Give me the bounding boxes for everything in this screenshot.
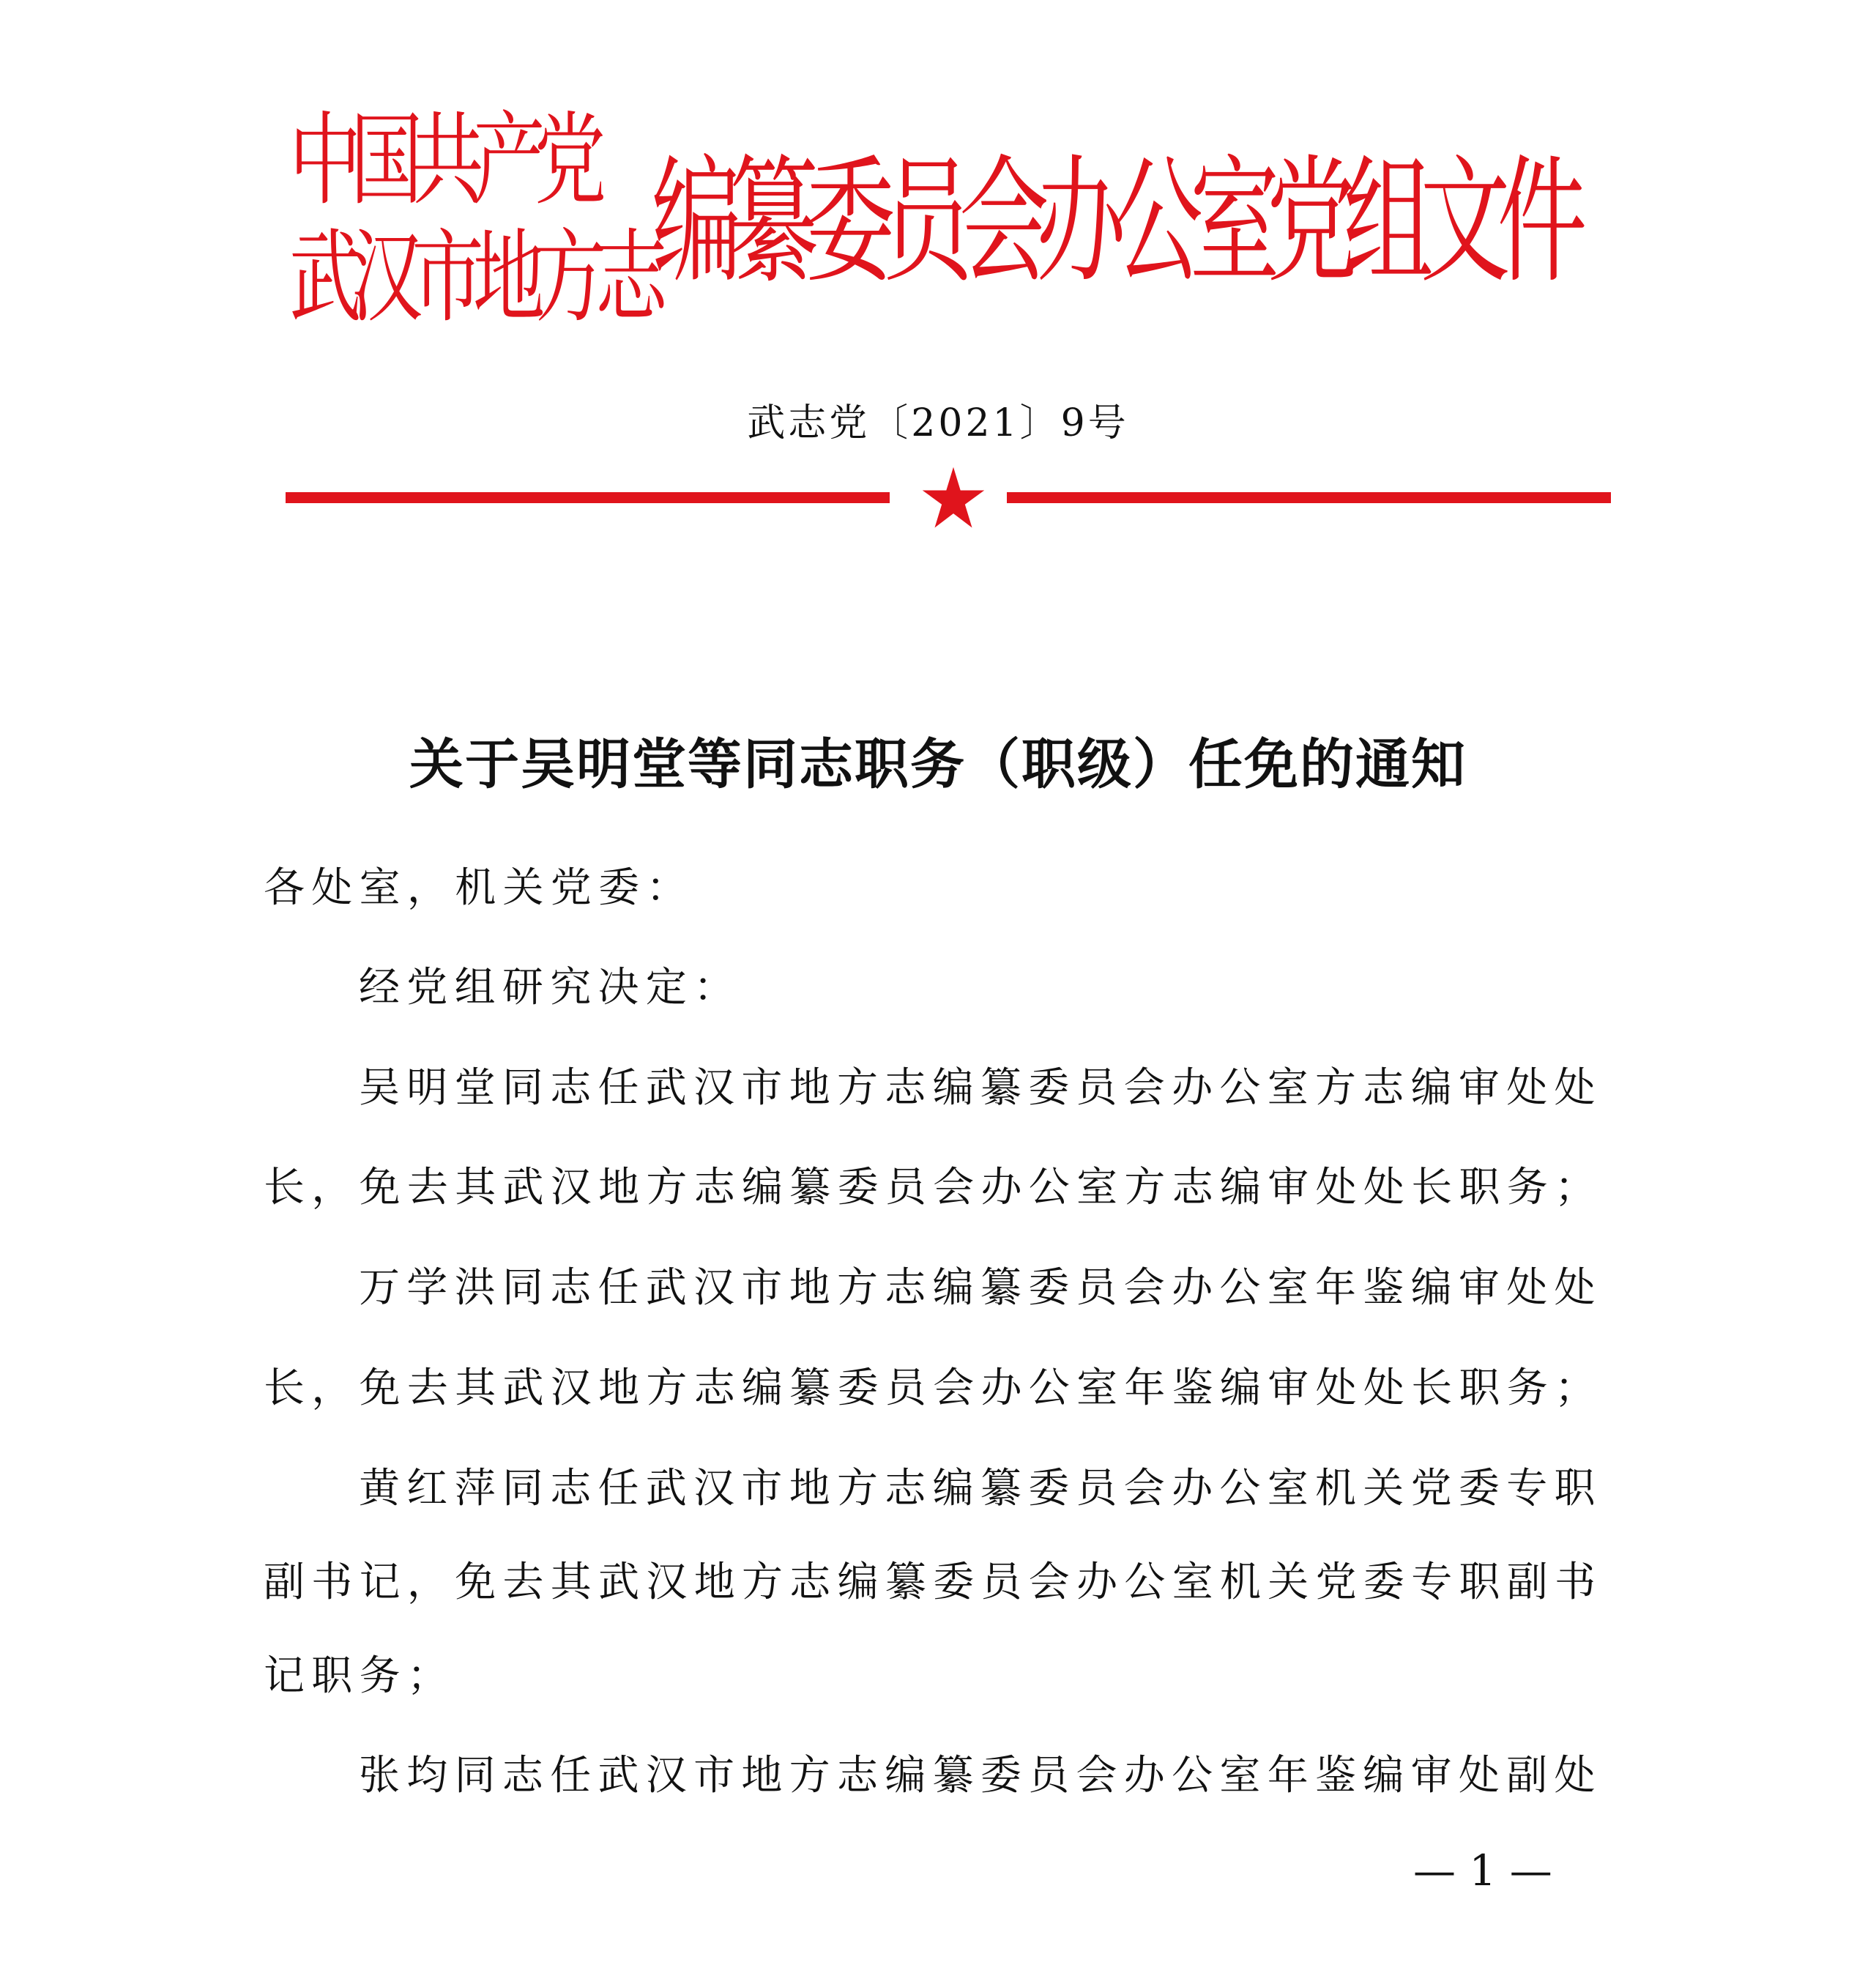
paragraph-line: 黄红萍同志任武汉市地方志编纂委员会办公室机关党委专职: [359, 1465, 1602, 1512]
page-number: — 1 —: [1413, 1846, 1552, 1895]
red-star-icon: [921, 466, 986, 530]
salutation: 各处室，机关党委：: [264, 864, 694, 912]
paragraph-line: 张均同志任武汉市地方志编纂委员会办公室年鉴编审处副处: [359, 1752, 1602, 1799]
document-number: 武志党〔2021〕9号: [747, 401, 1129, 445]
paragraph-line: 长，免去其武汉地方志编纂委员会办公室方志编审处处长职务；: [264, 1164, 1603, 1211]
paragraph-line: 吴明堂同志任武汉市地方志编纂委员会办公室方志编审处处: [359, 1064, 1602, 1112]
red-divider-right: [1007, 492, 1611, 503]
document-title: 关于吴明堂等同志职务（职级）任免的通知: [409, 733, 1467, 796]
org-name-line2: 武汉市地方志: [289, 220, 657, 337]
paragraph-line: 记职务；: [264, 1652, 455, 1700]
org-name-main: 编纂委员会办公室党组文件: [652, 143, 1574, 302]
paragraph-line: 副书记，免去其武汉地方志编纂委员会办公室机关党委专职副书: [264, 1559, 1603, 1606]
paragraph-line: 长，免去其武汉地方志编纂委员会办公室年鉴编审处处长职务；: [264, 1364, 1603, 1412]
red-divider-left: [286, 492, 890, 503]
intro-text: 经党组研究决定：: [359, 964, 742, 1011]
org-name-line1: 中国共产党: [289, 103, 596, 220]
paragraph-line: 万学洪同志任武汉市地方志编纂委员会办公室年鉴编审处处: [359, 1264, 1602, 1312]
